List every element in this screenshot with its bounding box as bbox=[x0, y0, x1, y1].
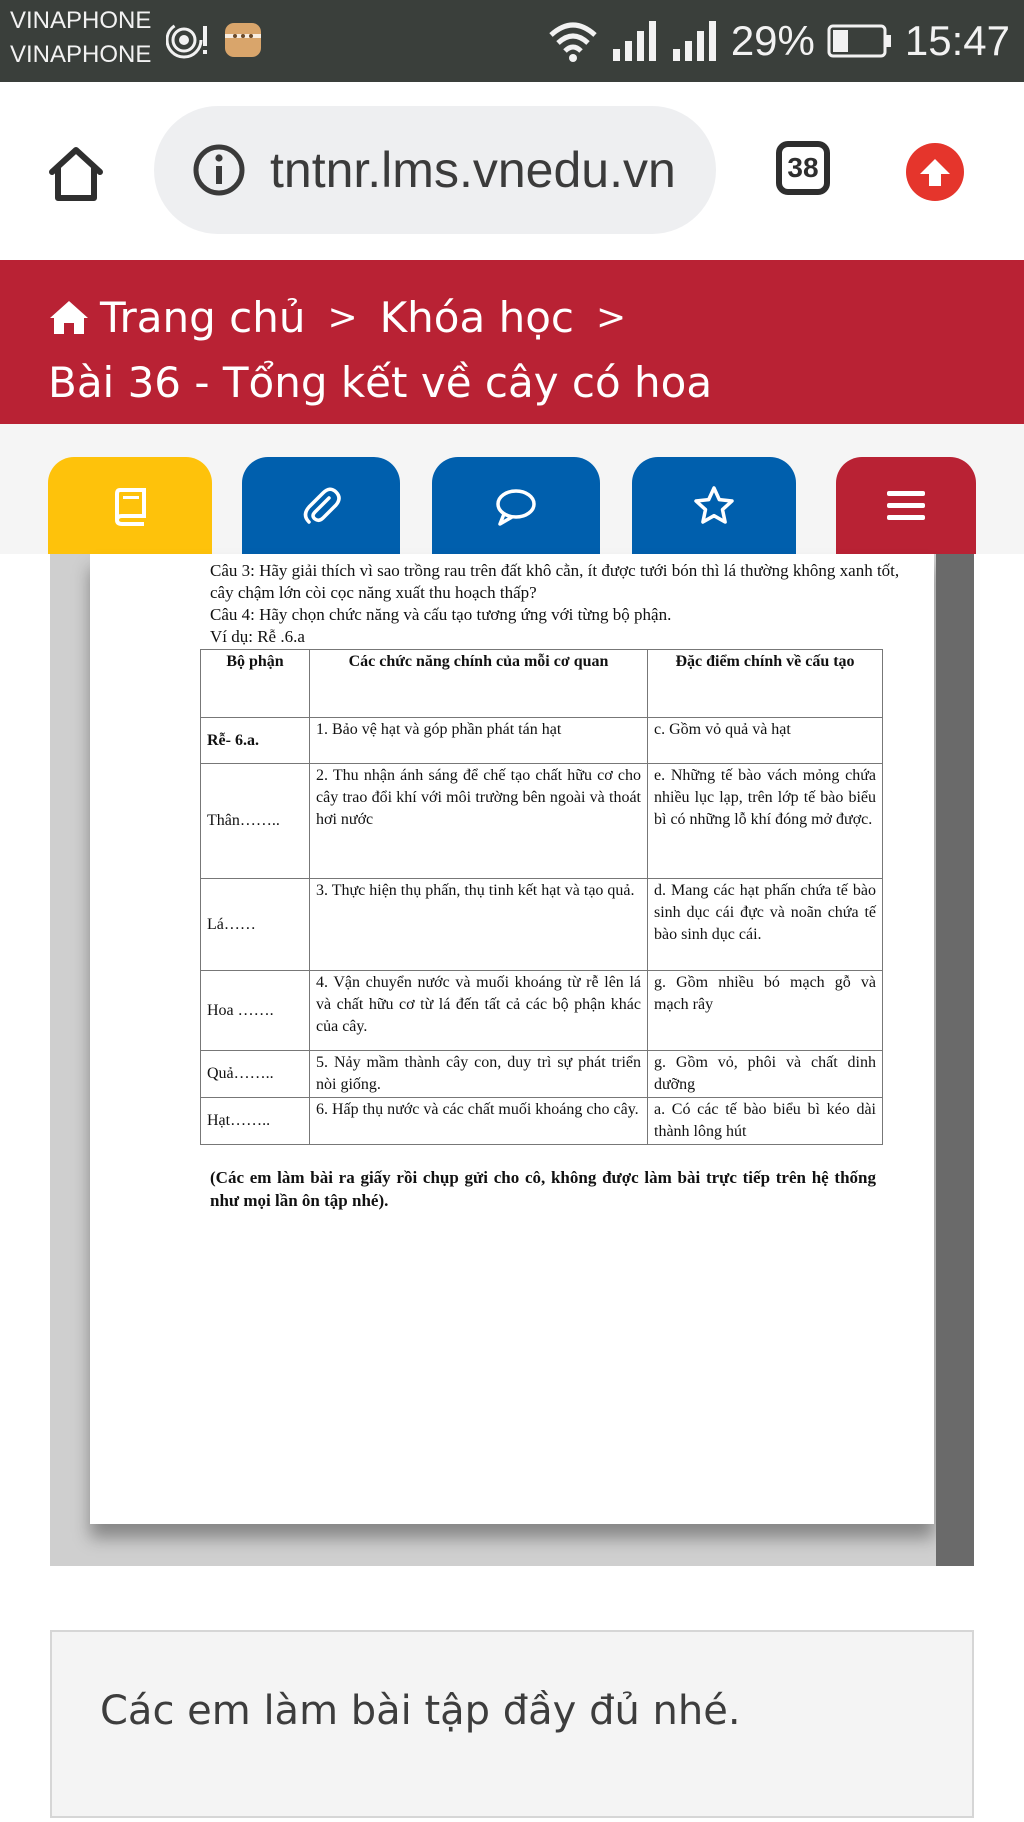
matching-table bbox=[200, 649, 883, 1145]
update-icon[interactable] bbox=[906, 143, 964, 201]
carrier-labels bbox=[10, 4, 151, 72]
table-cell-part: Hoa ……. bbox=[201, 971, 310, 1051]
status-bar bbox=[0, 0, 1024, 82]
table-cell-structure: g. Gồm vỏ, phôi và chất dinh dưỡng bbox=[648, 1051, 883, 1098]
table-row bbox=[201, 764, 883, 879]
question-4: Câu 4: Hãy chọn chức năng và cấu tạo tương ứng với từng bộ phận. bbox=[210, 605, 672, 624]
comment-icon bbox=[494, 484, 538, 528]
info-icon[interactable] bbox=[192, 143, 246, 197]
wifi-icon bbox=[547, 19, 599, 63]
clock: 15:47 bbox=[904, 17, 1010, 64]
table-cell-part: Hạt…….. bbox=[201, 1098, 310, 1145]
app-notification-icon bbox=[224, 22, 262, 58]
table-header: Bộ phận bbox=[201, 650, 310, 718]
table-cell-function: 4. Vận chuyển nước và muối khoáng từ rễ lên lá và chất hữu cơ từ lá đến tất cả các bộ phận khác của cây. bbox=[310, 971, 648, 1051]
document-page bbox=[90, 554, 934, 1524]
address-bar[interactable] bbox=[154, 106, 716, 234]
signal-icon bbox=[671, 19, 719, 63]
table-cell-part: Lá…… bbox=[201, 879, 310, 971]
home-icon[interactable] bbox=[44, 142, 108, 206]
course-tab-bar bbox=[0, 424, 1024, 554]
table-cell-structure: d. Mang các hạt phấn chứa tế bào sinh dục cái đực và noãn chứa tế bào sinh dục cái. bbox=[648, 879, 883, 971]
carrier-1: VINAPHONE bbox=[10, 7, 152, 34]
example-text: Ví dụ: Rễ .6.a bbox=[210, 627, 305, 646]
tab-attachments[interactable] bbox=[242, 457, 400, 554]
breadcrumb-current: Bài 36 - Tổng kết về cây có hoa bbox=[48, 358, 713, 407]
table-cell-function: 5. Nảy mầm thành cây con, duy trì sự phát triển nòi giống. bbox=[310, 1051, 648, 1098]
paperclip-icon bbox=[299, 484, 343, 528]
viewer-scrollbar[interactable] bbox=[936, 554, 974, 1566]
signal-icon bbox=[611, 19, 659, 63]
tab-comments[interactable] bbox=[432, 457, 600, 554]
home-icon[interactable] bbox=[48, 298, 90, 336]
table-header: Các chức năng chính của mỗi cơ quan bbox=[310, 650, 648, 718]
table-cell-structure: c. Gồm vỏ quả và hạt bbox=[648, 718, 883, 764]
table-cell-part: Quả…….. bbox=[201, 1051, 310, 1098]
table-cell-structure: g. Gồm nhiều bó mạch gỗ và mạch rây bbox=[648, 971, 883, 1051]
battery-icon bbox=[827, 23, 893, 59]
table-row bbox=[201, 879, 883, 971]
table-row bbox=[201, 718, 883, 764]
menu-icon bbox=[884, 484, 928, 528]
table-cell-function: 6. Hấp thụ nước và các chất muối khoáng cho cây. bbox=[310, 1098, 648, 1145]
table-row bbox=[201, 971, 883, 1051]
question-3: Câu 3: Hãy giải thích vì sao trồng rau trên đất khô cằn, ít được tưới bón thì lá thường không xanh tốt, cây chậm lớn còi cọc năng xuất thu hoạch thấp? bbox=[210, 561, 900, 602]
hotspot-icon bbox=[166, 20, 210, 60]
teacher-comment bbox=[50, 1630, 974, 1818]
breadcrumb-home[interactable]: Trang chủ bbox=[100, 292, 306, 342]
tab-menu[interactable] bbox=[836, 457, 976, 554]
book-icon bbox=[108, 484, 152, 528]
table-row bbox=[201, 1051, 883, 1098]
breadcrumb-course[interactable]: Khóa học bbox=[379, 292, 574, 342]
table-cell-structure: a. Có các tế bào biểu bì kéo dài thành lông hút bbox=[648, 1098, 883, 1145]
table-cell-part: Rễ- 6.a. bbox=[201, 718, 310, 764]
battery-percent: 29% bbox=[730, 17, 815, 64]
carrier-2: VINAPHONE bbox=[10, 41, 152, 68]
table-cell-structure: e. Những tế bào vách mỏng chứa nhiều lục lạp, trên lớp tế bào biểu bì có những lỗ khí đóng mở được. bbox=[648, 764, 883, 879]
comment-text: Các em làm bài tập đầy đủ nhé. bbox=[100, 1688, 741, 1734]
status-right bbox=[547, 14, 1010, 68]
table-header: Đặc điểm chính về cấu tạo bbox=[648, 650, 883, 718]
tab-book[interactable] bbox=[48, 457, 212, 554]
table-cell-part: Thân…….. bbox=[201, 764, 310, 879]
table-cell-function: 1. Bảo vệ hạt và góp phần phát tán hạt bbox=[310, 718, 648, 764]
assignment-note: (Các em làm bài ra giấy rồi chụp gửi cho cô, không được làm bài trực tiếp trên hệ thống như mọi lần ôn tập nhé). bbox=[210, 1168, 876, 1210]
breadcrumb-separator: > bbox=[327, 296, 358, 338]
star-icon bbox=[692, 484, 736, 528]
tab-count-button[interactable]: 38 bbox=[776, 141, 830, 195]
table-row bbox=[201, 1098, 883, 1145]
tab-favorites[interactable] bbox=[632, 457, 796, 554]
table-cell-function: 2. Thu nhận ánh sáng để chế tạo chất hữu cơ cho cây trao đổi khí với môi trường bên ngoài và thoát hơi nước bbox=[310, 764, 648, 879]
document-viewer[interactable] bbox=[50, 554, 974, 1566]
browser-toolbar bbox=[0, 82, 1024, 260]
breadcrumb bbox=[0, 260, 1024, 424]
table-cell-function: 3. Thực hiện thụ phấn, thụ tinh kết hạt và tạo quả. bbox=[310, 879, 648, 971]
url-text[interactable]: tntnr.lms.vnedu.vn bbox=[270, 142, 676, 198]
breadcrumb-separator: > bbox=[595, 296, 627, 338]
